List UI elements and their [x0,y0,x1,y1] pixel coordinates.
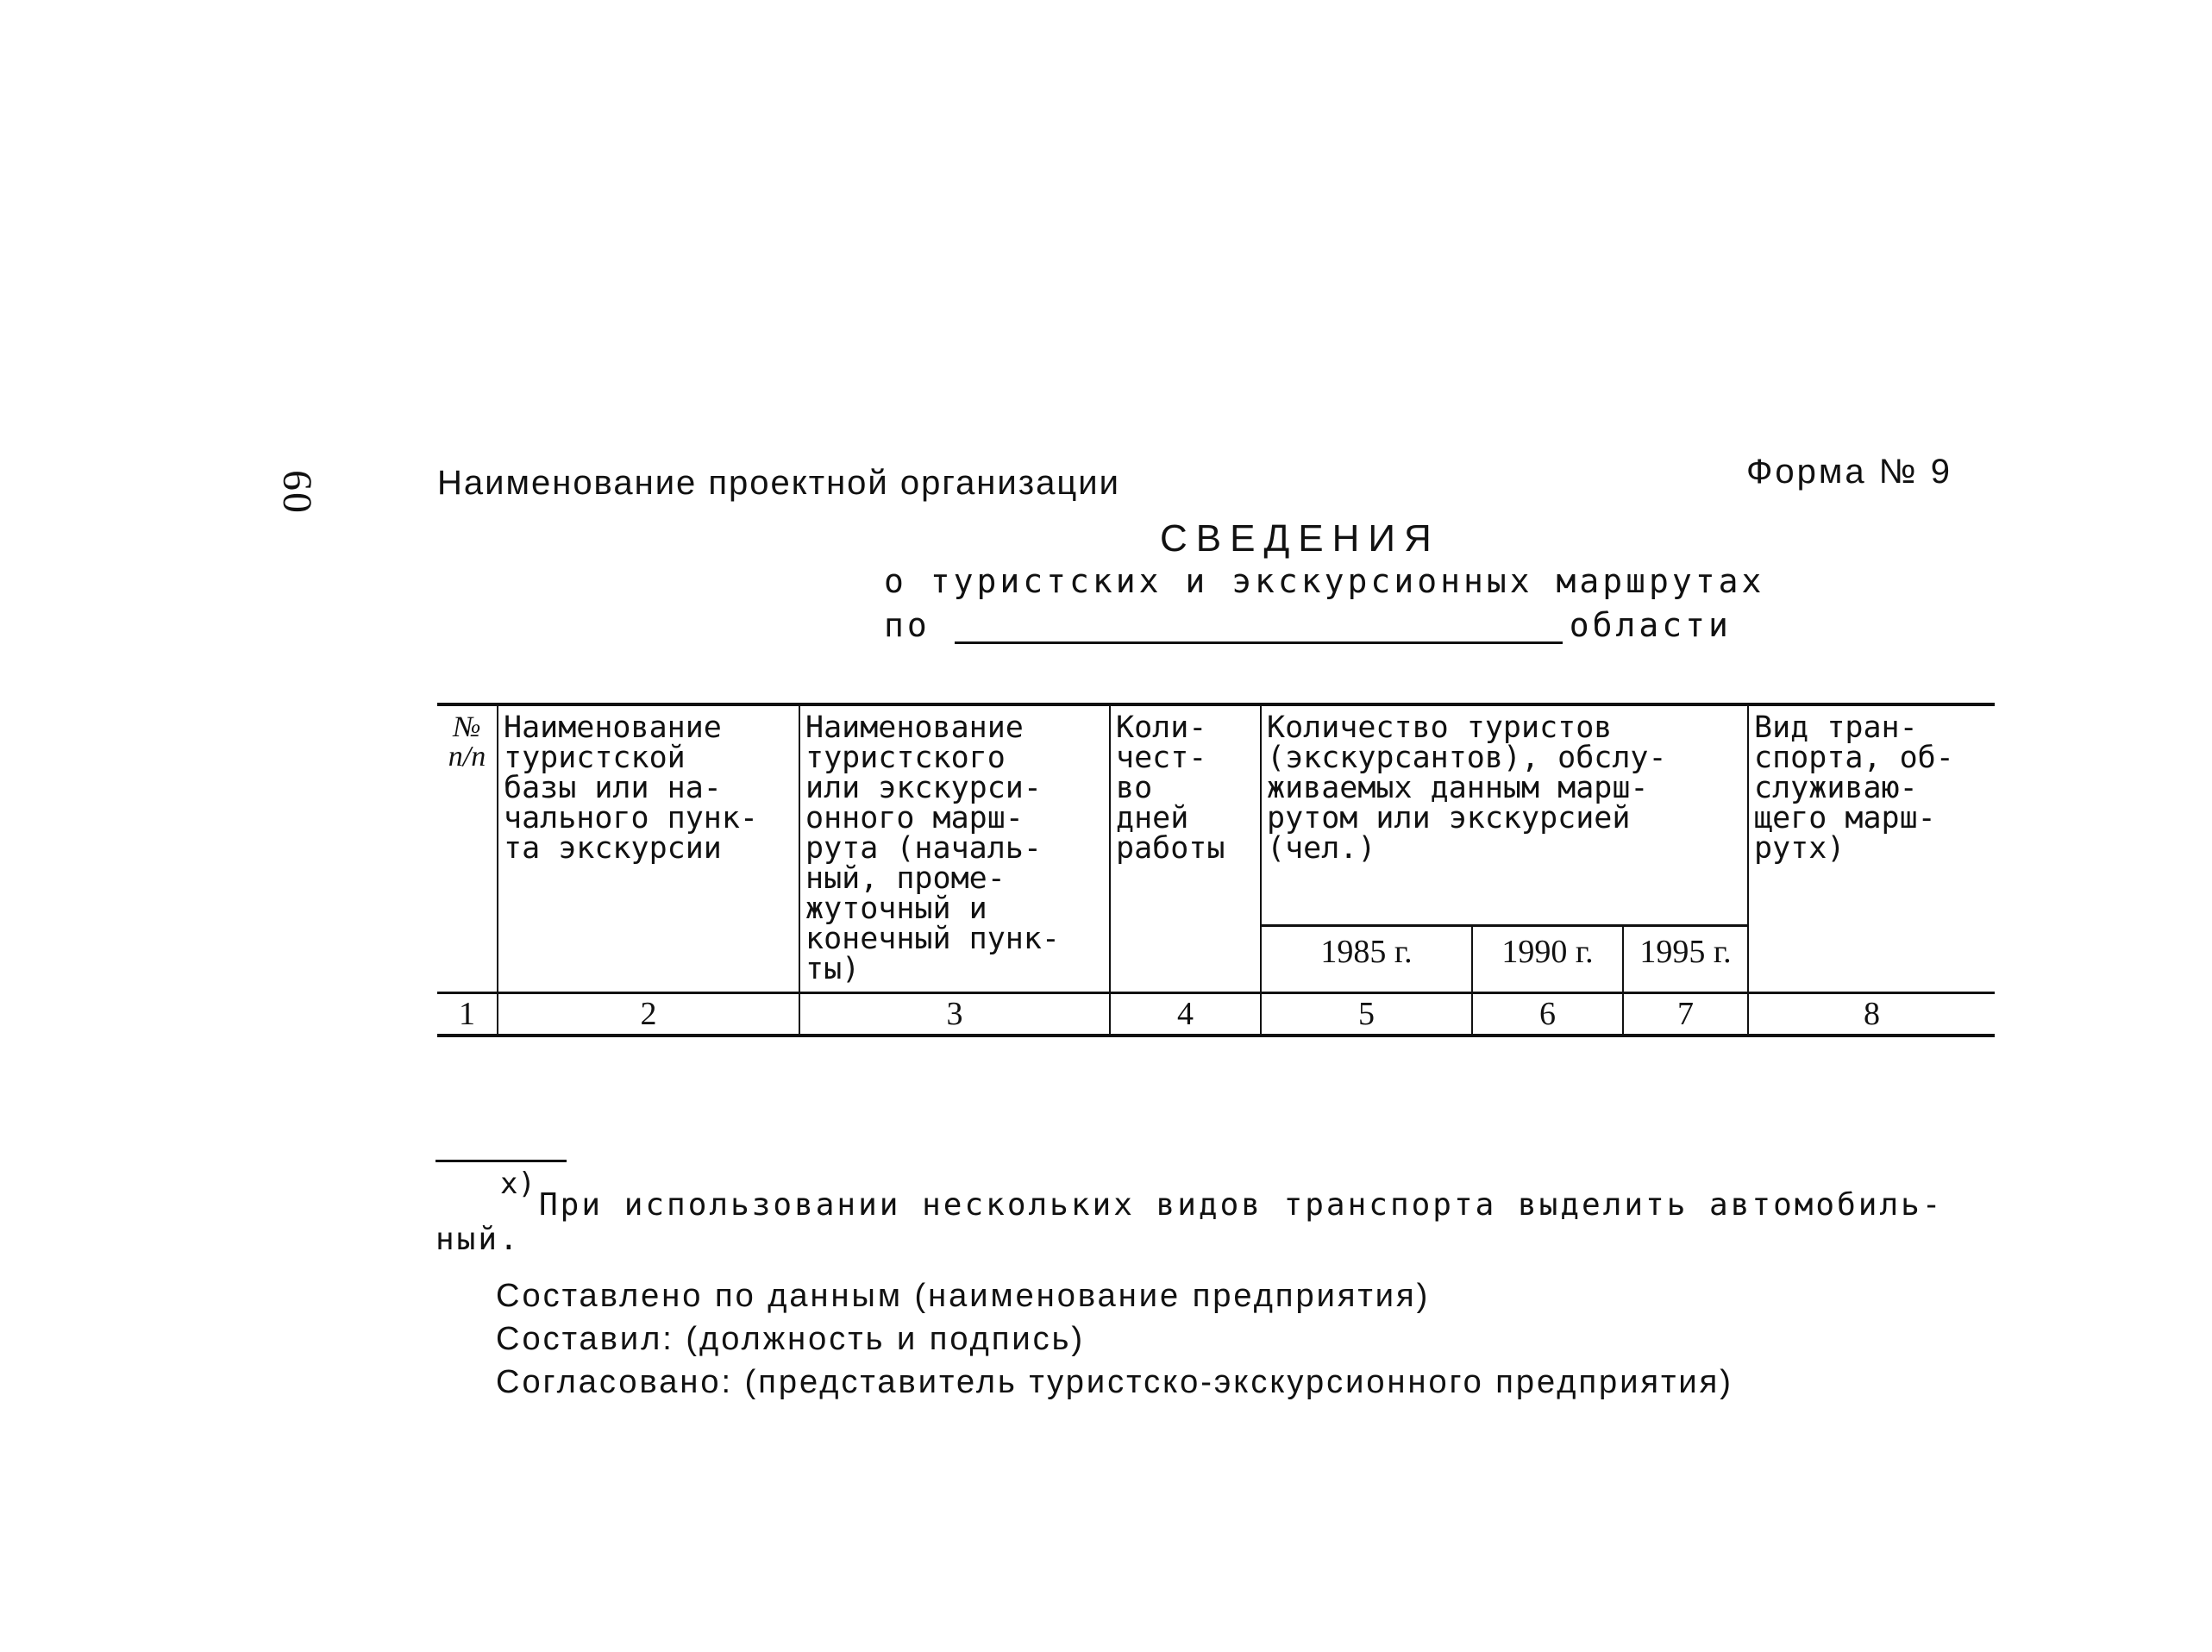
column-index-row [437,993,1995,1036]
header-tourist-count: Количество туристов (экскурсантов), обслу- живаемых данным марш- рутом или экскурсией (чел.) [1261,704,1748,926]
footnote-mark: х) [500,1167,536,1201]
document-title: СВЕДЕНИЯ [1160,517,1440,560]
header-base-name: Наименование туристской базы или на- чального пунк- та экскурсии [498,704,799,993]
column-index: 5 [1261,993,1472,1036]
agreed-line: Согласовано: (представитель туристско-экскурсионного предприятия) [496,1364,1733,1400]
header-year-1990: 1990 г. [1472,926,1623,993]
header-route-name: Наименование туристского или экскурси- онного марш- рута (началь- ный, проме- жуточный и конечный пунк- ты) [799,704,1110,993]
form-number: Форма № 9 [1746,453,1953,491]
column-index: 7 [1623,993,1748,1036]
column-index: 8 [1748,993,1995,1036]
column-index: 4 [1110,993,1261,1036]
region-line [884,606,1732,644]
column-index: 3 [799,993,1110,1036]
organization-name: Наименование проектной организации [437,464,1120,502]
region-prefix: по [884,606,931,644]
compiled-from-line: Составлено по данным (наименование предприятия) [496,1278,1431,1314]
column-index: 1 [437,993,498,1036]
column-index: 6 [1472,993,1623,1036]
routes-table [437,703,1995,1037]
column-index: 2 [498,993,799,1036]
page-number: 60 [274,470,320,515]
header-number: № п/п [437,704,498,993]
footnote-text: При использовании нескольких видов транспорта выделить автомобиль-ный. [436,1187,1944,1258]
region-suffix: области [1569,606,1732,644]
header-year-1985: 1985 г. [1261,926,1472,993]
signature-block [496,1274,1733,1404]
compiled-by-line: Составил: (должность и подпись) [496,1321,1086,1357]
header-year-1995: 1995 г. [1623,926,1748,993]
header-work-days: Коли- чест- во дней работы [1110,704,1261,993]
header-transport-type: Вид тран- спорта, об- служиваю- щего марш- рутх) [1748,704,1995,993]
footnote-divider [436,1160,567,1162]
region-blank-field[interactable] [955,609,1563,644]
document-subtitle: о туристских и экскурсионных маршрутах [884,562,1765,600]
